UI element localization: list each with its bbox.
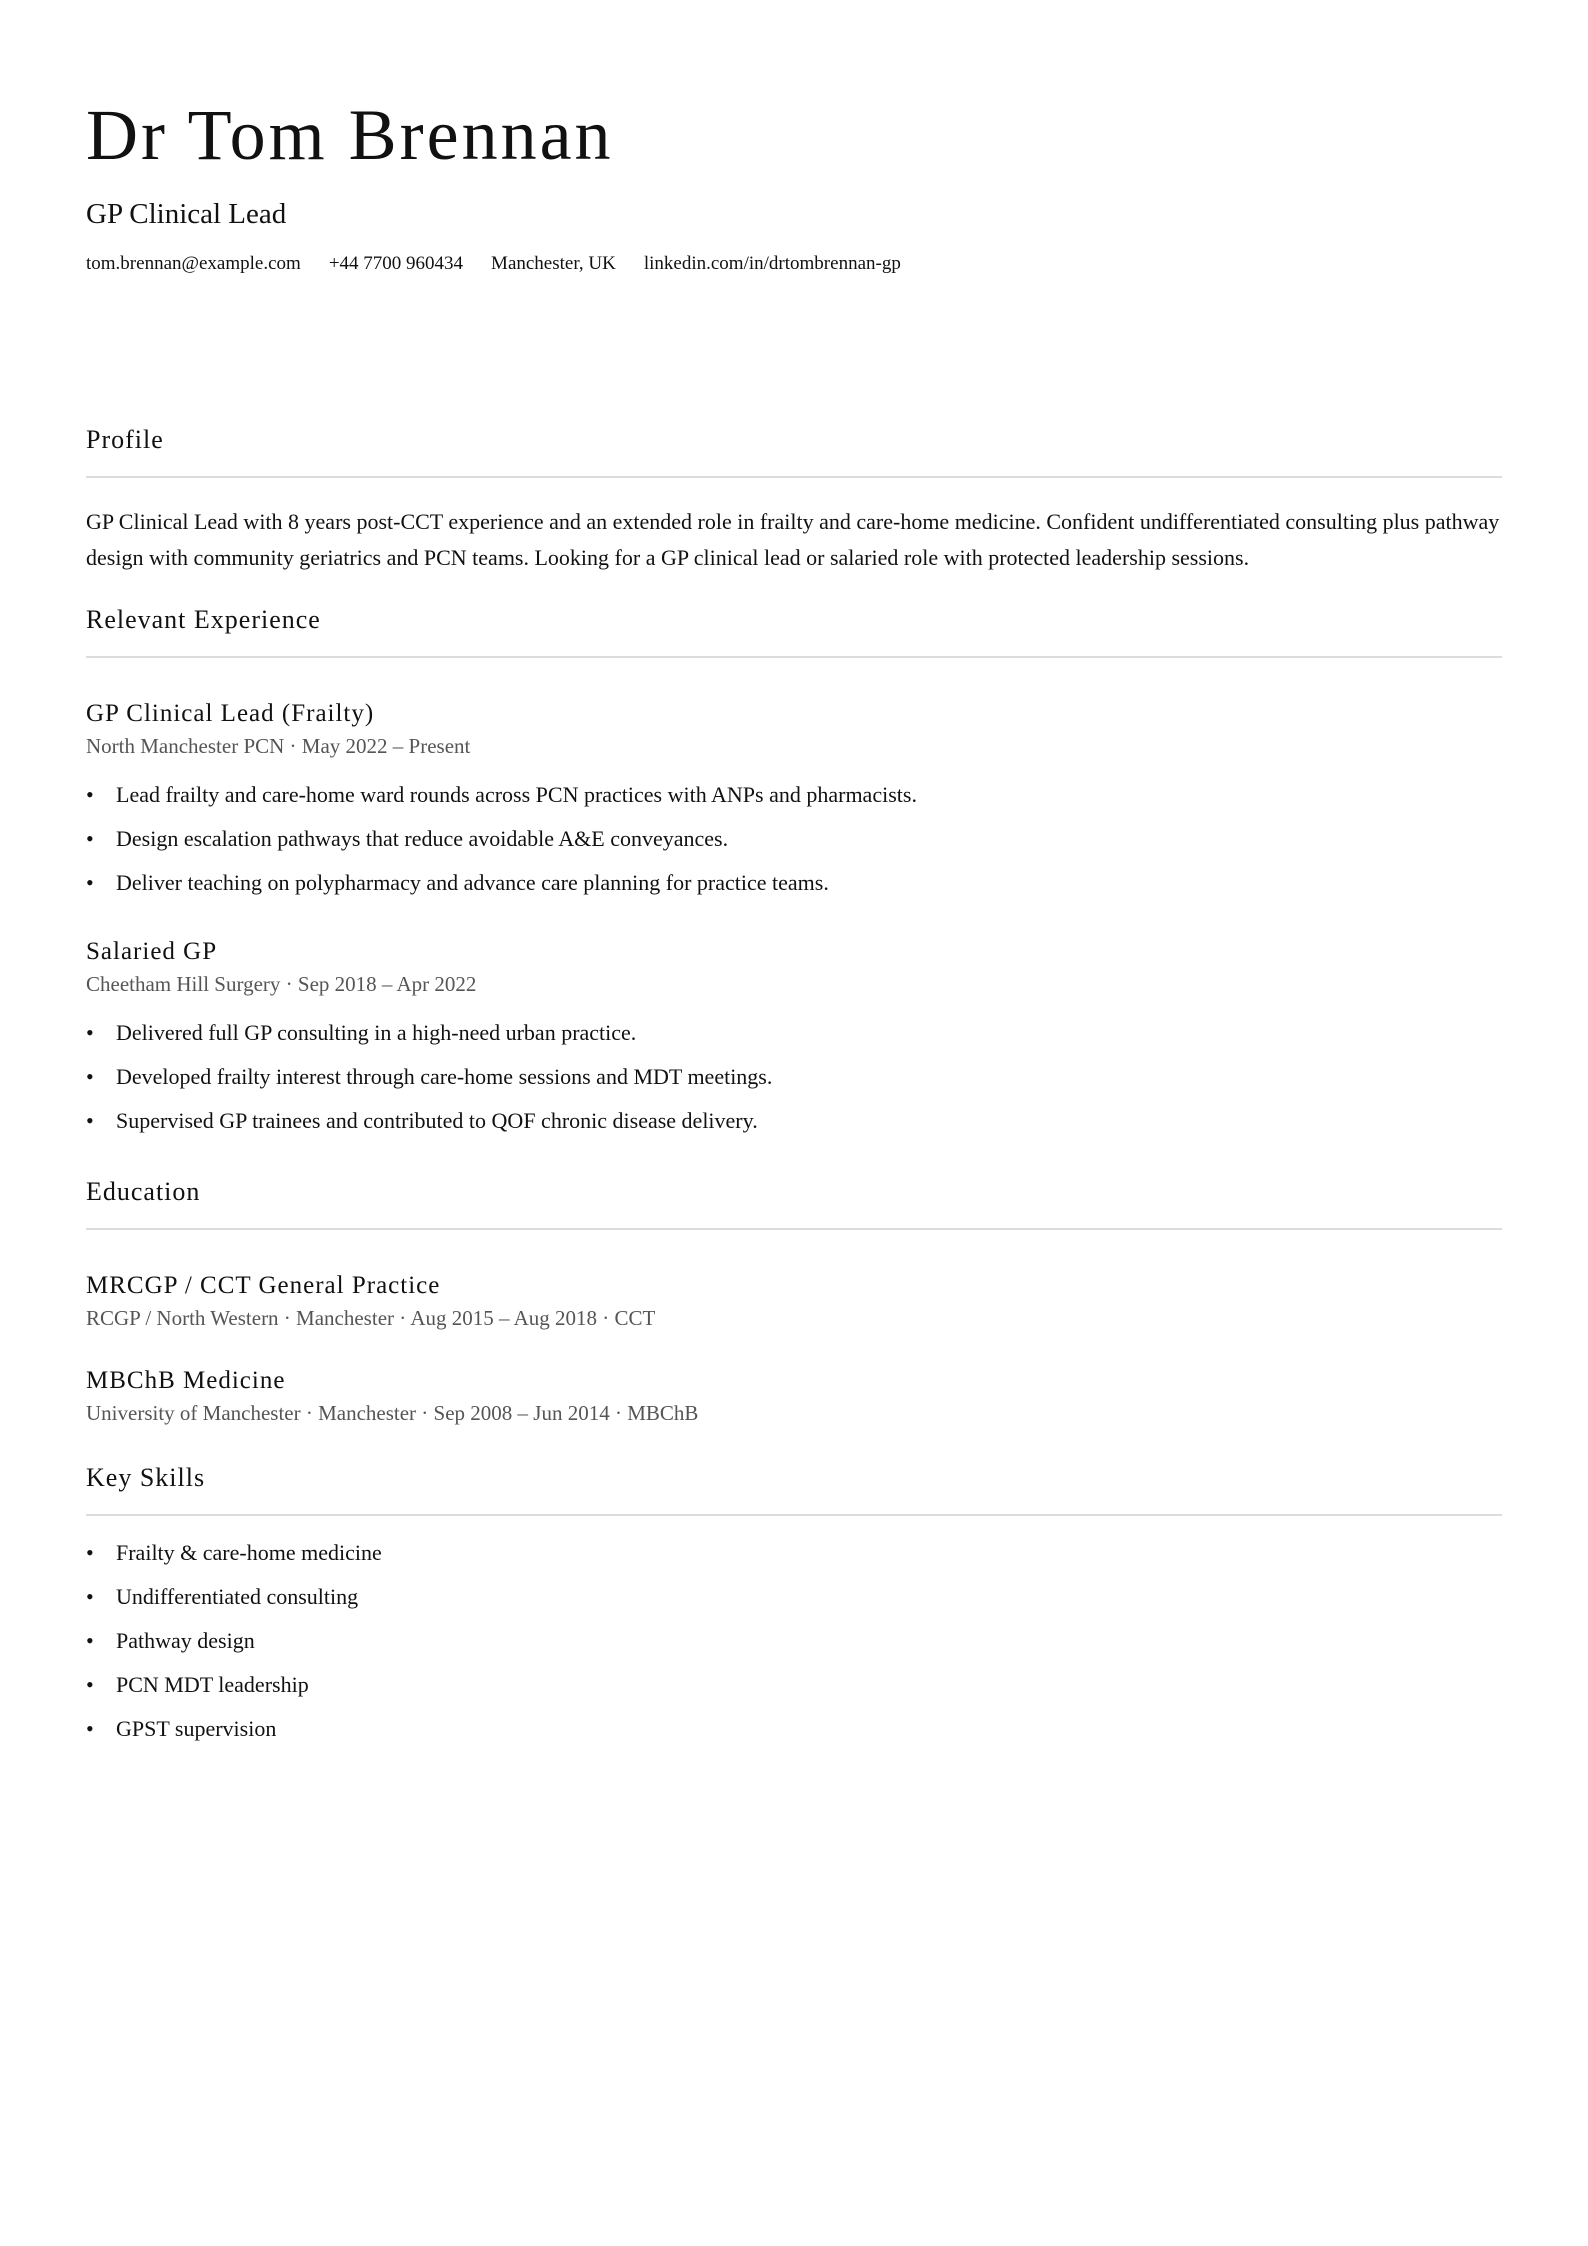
candidate-name: Dr Tom Brennan bbox=[86, 95, 614, 175]
contact-email: tom.brennan@example.com bbox=[86, 253, 301, 274]
skill-text: Undifferentiated consulting bbox=[116, 1584, 359, 1609]
section-divider bbox=[86, 1514, 1502, 1516]
job-bullets bbox=[86, 1018, 1502, 1136]
job-bullet-text: Developed frailty interest through care-home sessions and MDT meetings. bbox=[116, 1064, 773, 1089]
job-bullet bbox=[86, 824, 1502, 854]
skill-text: GPST supervision bbox=[116, 1716, 277, 1741]
education-meta: RCGP / North Western · Manchester · Aug 2015 – Aug 2018 · CCT bbox=[86, 1306, 656, 1330]
section-heading-profile: Profile bbox=[86, 425, 164, 454]
skill-item bbox=[86, 1714, 1502, 1744]
skill-item bbox=[86, 1626, 1502, 1656]
education-title: MRCGP / CCT General Practice bbox=[86, 1272, 441, 1299]
education-title: MBChB Medicine bbox=[86, 1367, 286, 1394]
profile-summary: GP Clinical Lead with 8 years post-CCT experience and an extended role in frailty and care-home medicine. Confident undifferentiated consulting plus pathway design with community geriatrics and PCN teams. Looking for a GP clinical lead or salaried role with protected leadership sessions. bbox=[86, 509, 1500, 570]
contact-linkedin: linkedin.com/in/drtombrennan-gp bbox=[643, 253, 901, 274]
education-entry bbox=[86, 1365, 1502, 1427]
job-bullet-text: Design escalation pathways that reduce avoidable A&E conveyances. bbox=[116, 826, 729, 851]
job-meta: Cheetham Hill Surgery · Sep 2018 – Apr 2022 bbox=[86, 972, 477, 996]
bullet-icon: • bbox=[86, 1020, 94, 1045]
bullet-icon: • bbox=[86, 826, 94, 851]
section-divider bbox=[86, 476, 1502, 478]
section-heading-experience: Relevant Experience bbox=[86, 605, 321, 634]
section-divider bbox=[86, 656, 1502, 658]
section-divider bbox=[86, 1228, 1502, 1230]
job-meta: North Manchester PCN · May 2022 – Present bbox=[86, 734, 471, 758]
job-bullet bbox=[86, 1062, 1502, 1092]
job-bullet bbox=[86, 780, 1502, 810]
bullet-icon: • bbox=[86, 1540, 94, 1565]
bullet-icon: • bbox=[86, 782, 94, 807]
job-bullets bbox=[86, 780, 1502, 898]
job-bullet-text: Delivered full GP consulting in a high-need urban practice. bbox=[116, 1020, 637, 1045]
skills-section bbox=[86, 1462, 1502, 1758]
candidate-title: GP Clinical Lead bbox=[86, 198, 287, 230]
skill-item bbox=[86, 1582, 1502, 1612]
education-section bbox=[86, 1176, 1502, 1436]
skill-text: Pathway design bbox=[116, 1628, 255, 1653]
skill-item bbox=[86, 1670, 1502, 1700]
job-title: GP Clinical Lead (Frailty) bbox=[86, 700, 375, 727]
profile-section bbox=[86, 424, 1502, 576]
education-meta: University of Manchester · Manchester · Sep 2008 – Jun 2014 · MBChB bbox=[86, 1401, 699, 1425]
bullet-icon: • bbox=[86, 1108, 94, 1133]
experience-section bbox=[86, 604, 1502, 1164]
job-entry bbox=[86, 698, 1502, 912]
skill-text: Frailty & care-home medicine bbox=[116, 1540, 382, 1565]
contact-line bbox=[86, 252, 1502, 276]
job-bullet bbox=[86, 1018, 1502, 1048]
section-heading-education: Education bbox=[86, 1177, 201, 1206]
bullet-icon: • bbox=[86, 1672, 94, 1697]
skill-item bbox=[86, 1538, 1502, 1568]
bullet-icon: • bbox=[86, 1064, 94, 1089]
skill-text: PCN MDT leadership bbox=[116, 1672, 309, 1697]
job-bullet-text: Lead frailty and care-home ward rounds across PCN practices with ANPs and pharmacists. bbox=[116, 782, 917, 807]
section-heading-skills: Key Skills bbox=[86, 1463, 206, 1492]
bullet-icon: • bbox=[86, 1584, 94, 1609]
job-bullet-text: Deliver teaching on polypharmacy and advance care planning for practice teams. bbox=[116, 870, 829, 895]
job-entry bbox=[86, 936, 1502, 1150]
job-bullet bbox=[86, 868, 1502, 898]
job-bullet bbox=[86, 1106, 1502, 1136]
job-bullet-text: Supervised GP trainees and contributed to QOF chronic disease delivery. bbox=[116, 1108, 758, 1133]
skills-list bbox=[86, 1538, 1502, 1744]
contact-location: Manchester, UK bbox=[491, 253, 616, 274]
bullet-icon: • bbox=[86, 870, 94, 895]
bullet-icon: • bbox=[86, 1628, 94, 1653]
bullet-icon: • bbox=[86, 1716, 94, 1741]
education-entry bbox=[86, 1270, 1502, 1332]
contact-phone: +44 7700 960434 bbox=[328, 253, 464, 274]
job-title: Salaried GP bbox=[86, 938, 218, 965]
